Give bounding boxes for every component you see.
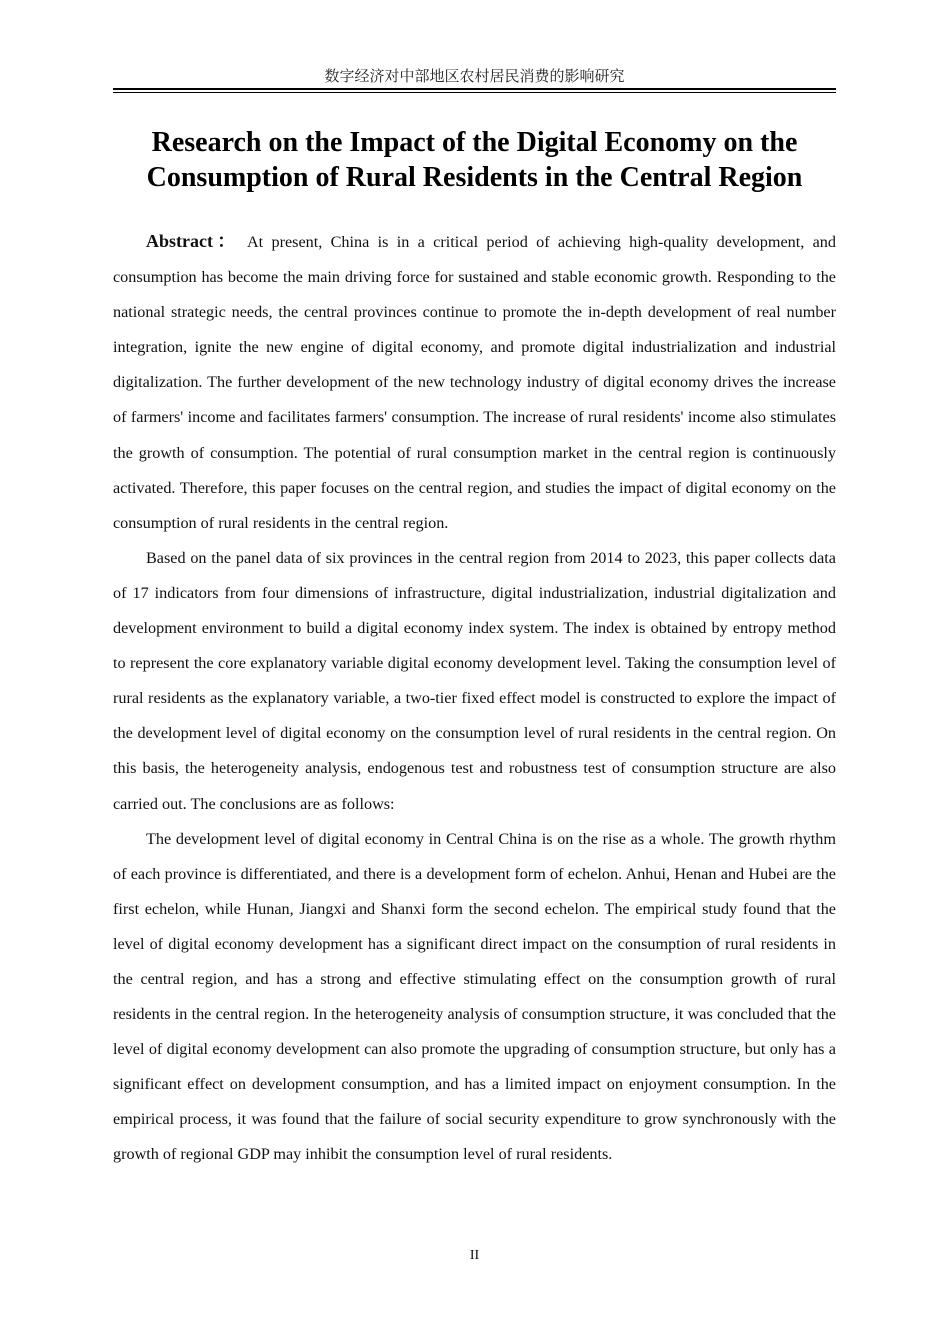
paper-title: Research on the Impact of the Digital Economy on the Consumption of Rural Residents in the Central Region bbox=[146, 127, 803, 193]
abstract-body bbox=[113, 224, 836, 1173]
abstract-label: Abstract： bbox=[146, 231, 240, 251]
header-rule-thin bbox=[113, 92, 836, 93]
page-number: II bbox=[469, 1248, 480, 1263]
abstract-paragraph-3: The development level of digital economy in Central China is on the rise as a whole. The growth rhythm of each province is differentiated, and there is a development form of echelon. Anhui, Henan and Hubei are the first echelon, while Hunan, Jiangxi and Shanxi form the second echelon. The empirical study found that the level of digital economy development has a significant direct impact on the consumption of rural residents in the central region, and has a strong and effective stimulating effect on the consumption growth of rural residents in the central region. In the heterogeneity analysis of consumption structure, it was concluded that the level of digital economy development can also promote the upgrading of consumption structure, but only has a significant effect on development consumption, and has a limited impact on enjoyment consumption. In the empirical process, it was found that the failure of social security expenditure to grow synchronously with the growth of regional GDP may inhibit the consumption level of rural residents. bbox=[113, 829, 836, 1164]
abstract-paragraph-1 bbox=[113, 224, 836, 541]
header-rule-thick bbox=[113, 88, 836, 90]
abstract-paragraph-1-text: At present, China is in a critical period of achieving high-quality development, and consumption has become the main driving force for sustained and stable economic growth. Responding to the national strategic needs, the central provinces continue to promote the in-depth development of real number integration, ignite the new engine of digital economy, and promote digital industrialization and industrial digitalization. The further development of the new technology industry of digital economy drives the increase of farmers' income and facilitates farmers' consumption. The increase of rural residents' income also stimulates the growth of consumption. The potential of rural consumption market in the central region is continuously activated. Therefore, this paper focuses on the central region, and studies the impact of digital economy on the consumption of rural residents in the central region. bbox=[113, 233, 836, 532]
running-header: 数字经济对中部地区农村居民消费的影响研究 bbox=[324, 67, 625, 85]
abstract-paragraph-2: Based on the panel data of six provinces in the central region from 2014 to 2023, this paper collects data of 17 indicators from four dimensions of infrastructure, digital industrialization, industrial digitalization and development environment to build a digital economy index system. The index is obtained by entropy method to represent the core explanatory variable digital economy development level. Taking the consumption level of rural residents as the explanatory variable, a two-tier fixed effect model is constructed to explore the impact of the development level of digital economy on the consumption level of rural residents in the central region. On this basis, the heterogeneity analysis, endogenous test and robustness test of consumption structure are also carried out. The conclusions are as follows: bbox=[113, 548, 836, 813]
